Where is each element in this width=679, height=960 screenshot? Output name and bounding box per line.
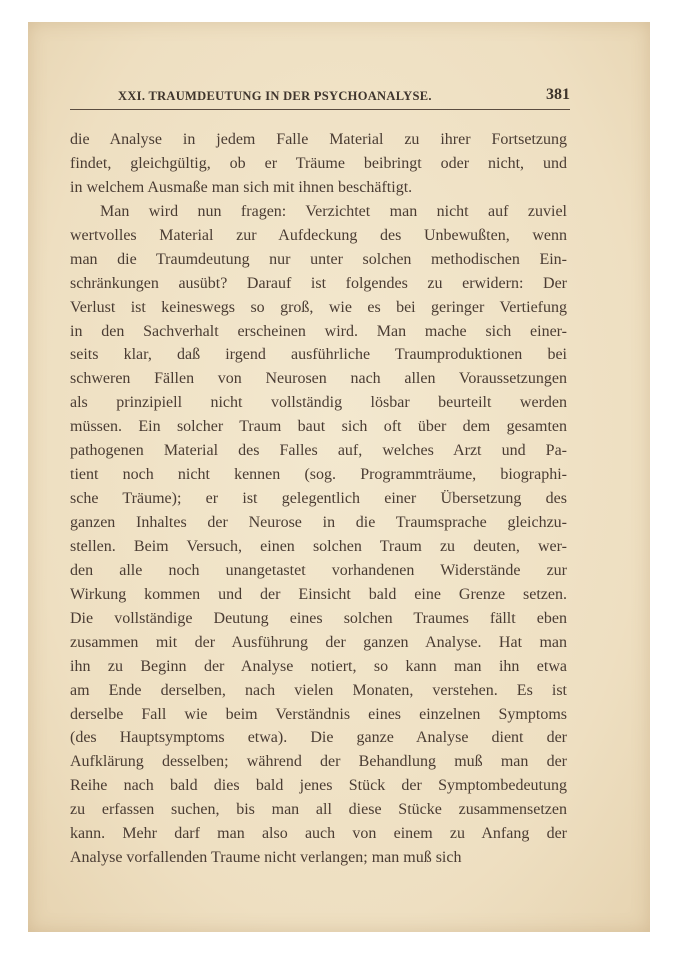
text-line: tient noch nicht kennen (sog. Programmträume, biographi- bbox=[70, 466, 567, 484]
text-line: sche Träume); er ist gelegentlich einer Übersetzung des bbox=[70, 490, 567, 508]
text-line: derselbe Fall wie beim Verständnis eines einzelnen Symptoms bbox=[70, 705, 567, 723]
text-line: am Ende derselben, nach vielen Monaten, verstehen. Es ist bbox=[70, 681, 567, 699]
text-line: stellen. Beim Versuch, einen solchen Traum zu deuten, wer- bbox=[70, 537, 567, 555]
text-line: (des Hauptsymptoms etwa). Die ganze Analyse dient der bbox=[70, 729, 567, 747]
body-text bbox=[70, 128, 567, 870]
text-line: schränkungen ausübt? Darauf ist folgendes zu erwidern: Der bbox=[70, 274, 567, 292]
text-line: Reihe nach bald dies bald jenes Stück der Symptombedeutung bbox=[70, 777, 567, 795]
text-line: den alle noch unangetastet vorhandenen Widerstände zur bbox=[70, 561, 567, 579]
text-line: als prinzipiell nicht vollständig lösbar beurteilt werden bbox=[70, 394, 567, 412]
text-line: seits klar, daß irgend ausführliche Traumproduktionen bei bbox=[70, 346, 567, 364]
text-line: in welchem Ausmaße man sich mit ihnen beschäftigt. bbox=[70, 178, 413, 196]
text-line: in den Sachverhalt erscheinen wird. Man mache sich einer- bbox=[70, 322, 567, 340]
text-line: ihn zu Beginn der Analyse notiert, so kann man ihn etwa bbox=[70, 657, 567, 675]
page-number: 381 bbox=[546, 86, 570, 103]
text-line: kann. Mehr darf man also auch von einem zu Anfang der bbox=[70, 825, 567, 843]
text-line: pathogenen Material des Falles auf, welches Arzt und Pa- bbox=[70, 442, 567, 460]
text-line: findet, gleichgültig, ob er Träume beibringt oder nicht, und bbox=[70, 154, 567, 172]
text-line: Aufklärung desselben; während der Behandlung muß man der bbox=[70, 753, 567, 771]
text-line: zusammen mit der Ausführung der ganzen Analyse. Hat man bbox=[70, 633, 567, 651]
text-line: Man wird nun fragen: Verzichtet man nicht auf zuviel bbox=[100, 202, 567, 220]
running-title: XXI. TRAUMDEUTUNG IN DER PSYCHOANALYSE. bbox=[118, 89, 432, 103]
text-line: schweren Fällen von Neurosen nach allen Voraussetzungen bbox=[70, 370, 567, 388]
text-line: ganzen Inhaltes der Neurose in die Traumsprache gleichzu- bbox=[70, 514, 567, 531]
text-line: wertvolles Material zur Aufdeckung des Unbewußten, wenn bbox=[70, 226, 567, 244]
text-line: zu erfassen suchen, bis man all diese Stücke zusammensetzen bbox=[70, 801, 567, 819]
text-line: Analyse vorfallenden Traume nicht verlangen; man muß sich bbox=[70, 849, 462, 867]
text-line: die Analyse in jedem Falle Material zu ihrer Fortsetzung bbox=[70, 131, 567, 148]
text-line: müssen. Ein solcher Traum baut sich oft über dem gesamten bbox=[70, 418, 567, 436]
text-line: man die Traumdeutung nur unter solchen methodischen Ein- bbox=[70, 250, 567, 268]
page-header bbox=[70, 88, 570, 108]
text-line: Die vollständige Deutung eines solchen Traumes fällt eben bbox=[70, 609, 567, 627]
header-rule bbox=[70, 109, 570, 110]
text-line: Wirkung kommen und der Einsicht bald eine Grenze setzen. bbox=[70, 585, 567, 603]
text-line: Verlust ist keineswegs so groß, wie es bei geringer Vertiefung bbox=[70, 298, 567, 316]
